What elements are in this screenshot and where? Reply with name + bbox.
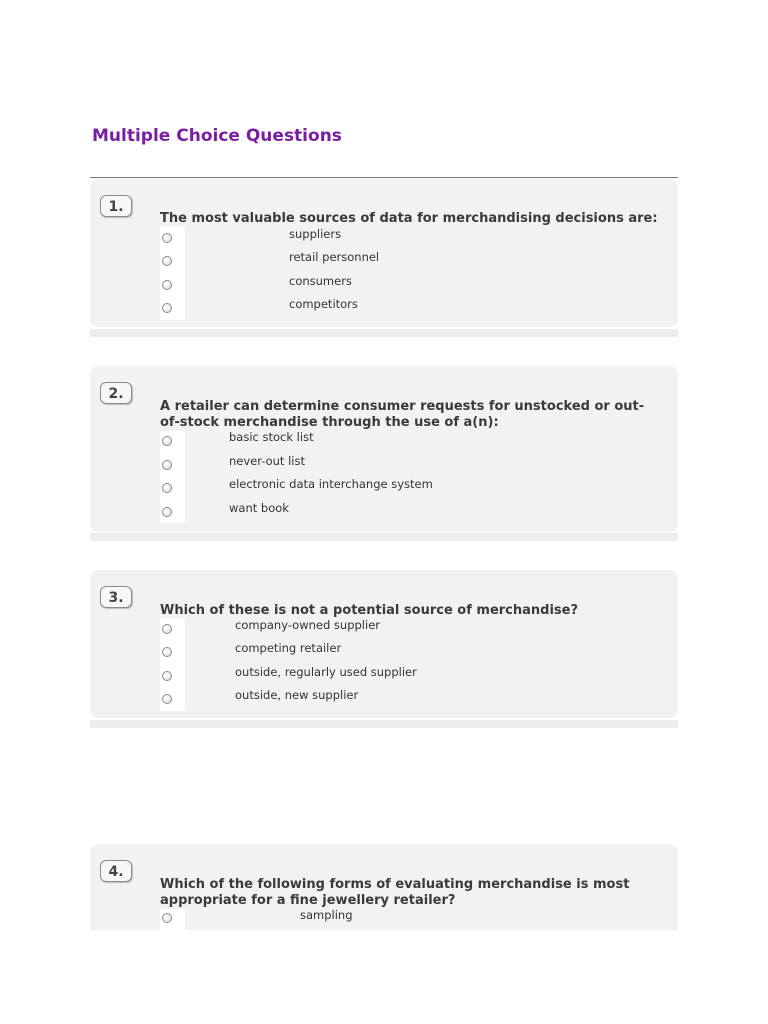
question-number-badge: 2. — [100, 382, 132, 404]
option-radio[interactable] — [162, 280, 172, 290]
question-text: Which of the following forms of evaluating merchandise is most appropriate for a fine jewellery retailer? — [160, 877, 630, 908]
question-number-badge: 3. — [100, 586, 132, 608]
question-text: Which of these is not a potential source of merchandise? — [160, 603, 579, 618]
question-text: The most valuable sources of data for merchandising decisions are: — [160, 211, 658, 226]
card-separator — [90, 533, 678, 541]
question-text: A retailer can determine consumer requests for unstocked or out-of-stock merchandise through the use of a(n): — [160, 399, 645, 430]
card-separator — [90, 329, 678, 337]
option-radio[interactable] — [162, 436, 172, 446]
option-label: electronic data interchange system — [229, 477, 433, 491]
option-radio[interactable] — [162, 671, 172, 681]
question-number-badge: 4. — [100, 860, 132, 882]
title-divider — [90, 177, 678, 178]
option-label: suppliers — [289, 227, 342, 241]
radio-column — [160, 909, 185, 930]
option-label: never-out list — [229, 454, 305, 468]
option-label: basic stock list — [229, 430, 314, 444]
option-radio[interactable] — [162, 303, 172, 313]
radio-column — [160, 227, 185, 320]
question-card-1 — [90, 179, 678, 327]
radio-column — [160, 431, 185, 523]
option-label: retail personnel — [289, 250, 380, 264]
option-label: outside, new supplier — [235, 688, 359, 702]
option-radio[interactable] — [162, 256, 172, 266]
option-radio[interactable] — [162, 507, 172, 517]
question-card-4 — [90, 844, 678, 930]
question-number-badge: 1. — [100, 195, 132, 217]
option-radio[interactable] — [162, 694, 172, 704]
option-label: want book — [229, 501, 289, 515]
option-radio[interactable] — [162, 647, 172, 657]
question-card-2 — [90, 366, 678, 532]
page-title: Multiple Choice Questions — [92, 126, 342, 146]
option-label: company-owned supplier — [235, 618, 380, 632]
question-card-3 — [90, 570, 678, 718]
radio-column — [160, 619, 185, 711]
option-label: sampling — [300, 908, 353, 922]
option-label: consumers — [289, 274, 352, 288]
option-label: competitors — [289, 297, 358, 311]
option-label: outside, regularly used supplier — [235, 665, 417, 679]
option-radio[interactable] — [162, 233, 172, 243]
option-radio[interactable] — [162, 460, 172, 470]
option-radio[interactable] — [162, 624, 172, 634]
option-radio[interactable] — [162, 913, 172, 923]
option-radio[interactable] — [162, 483, 172, 493]
option-label: competing retailer — [235, 641, 342, 655]
card-separator — [90, 720, 678, 728]
